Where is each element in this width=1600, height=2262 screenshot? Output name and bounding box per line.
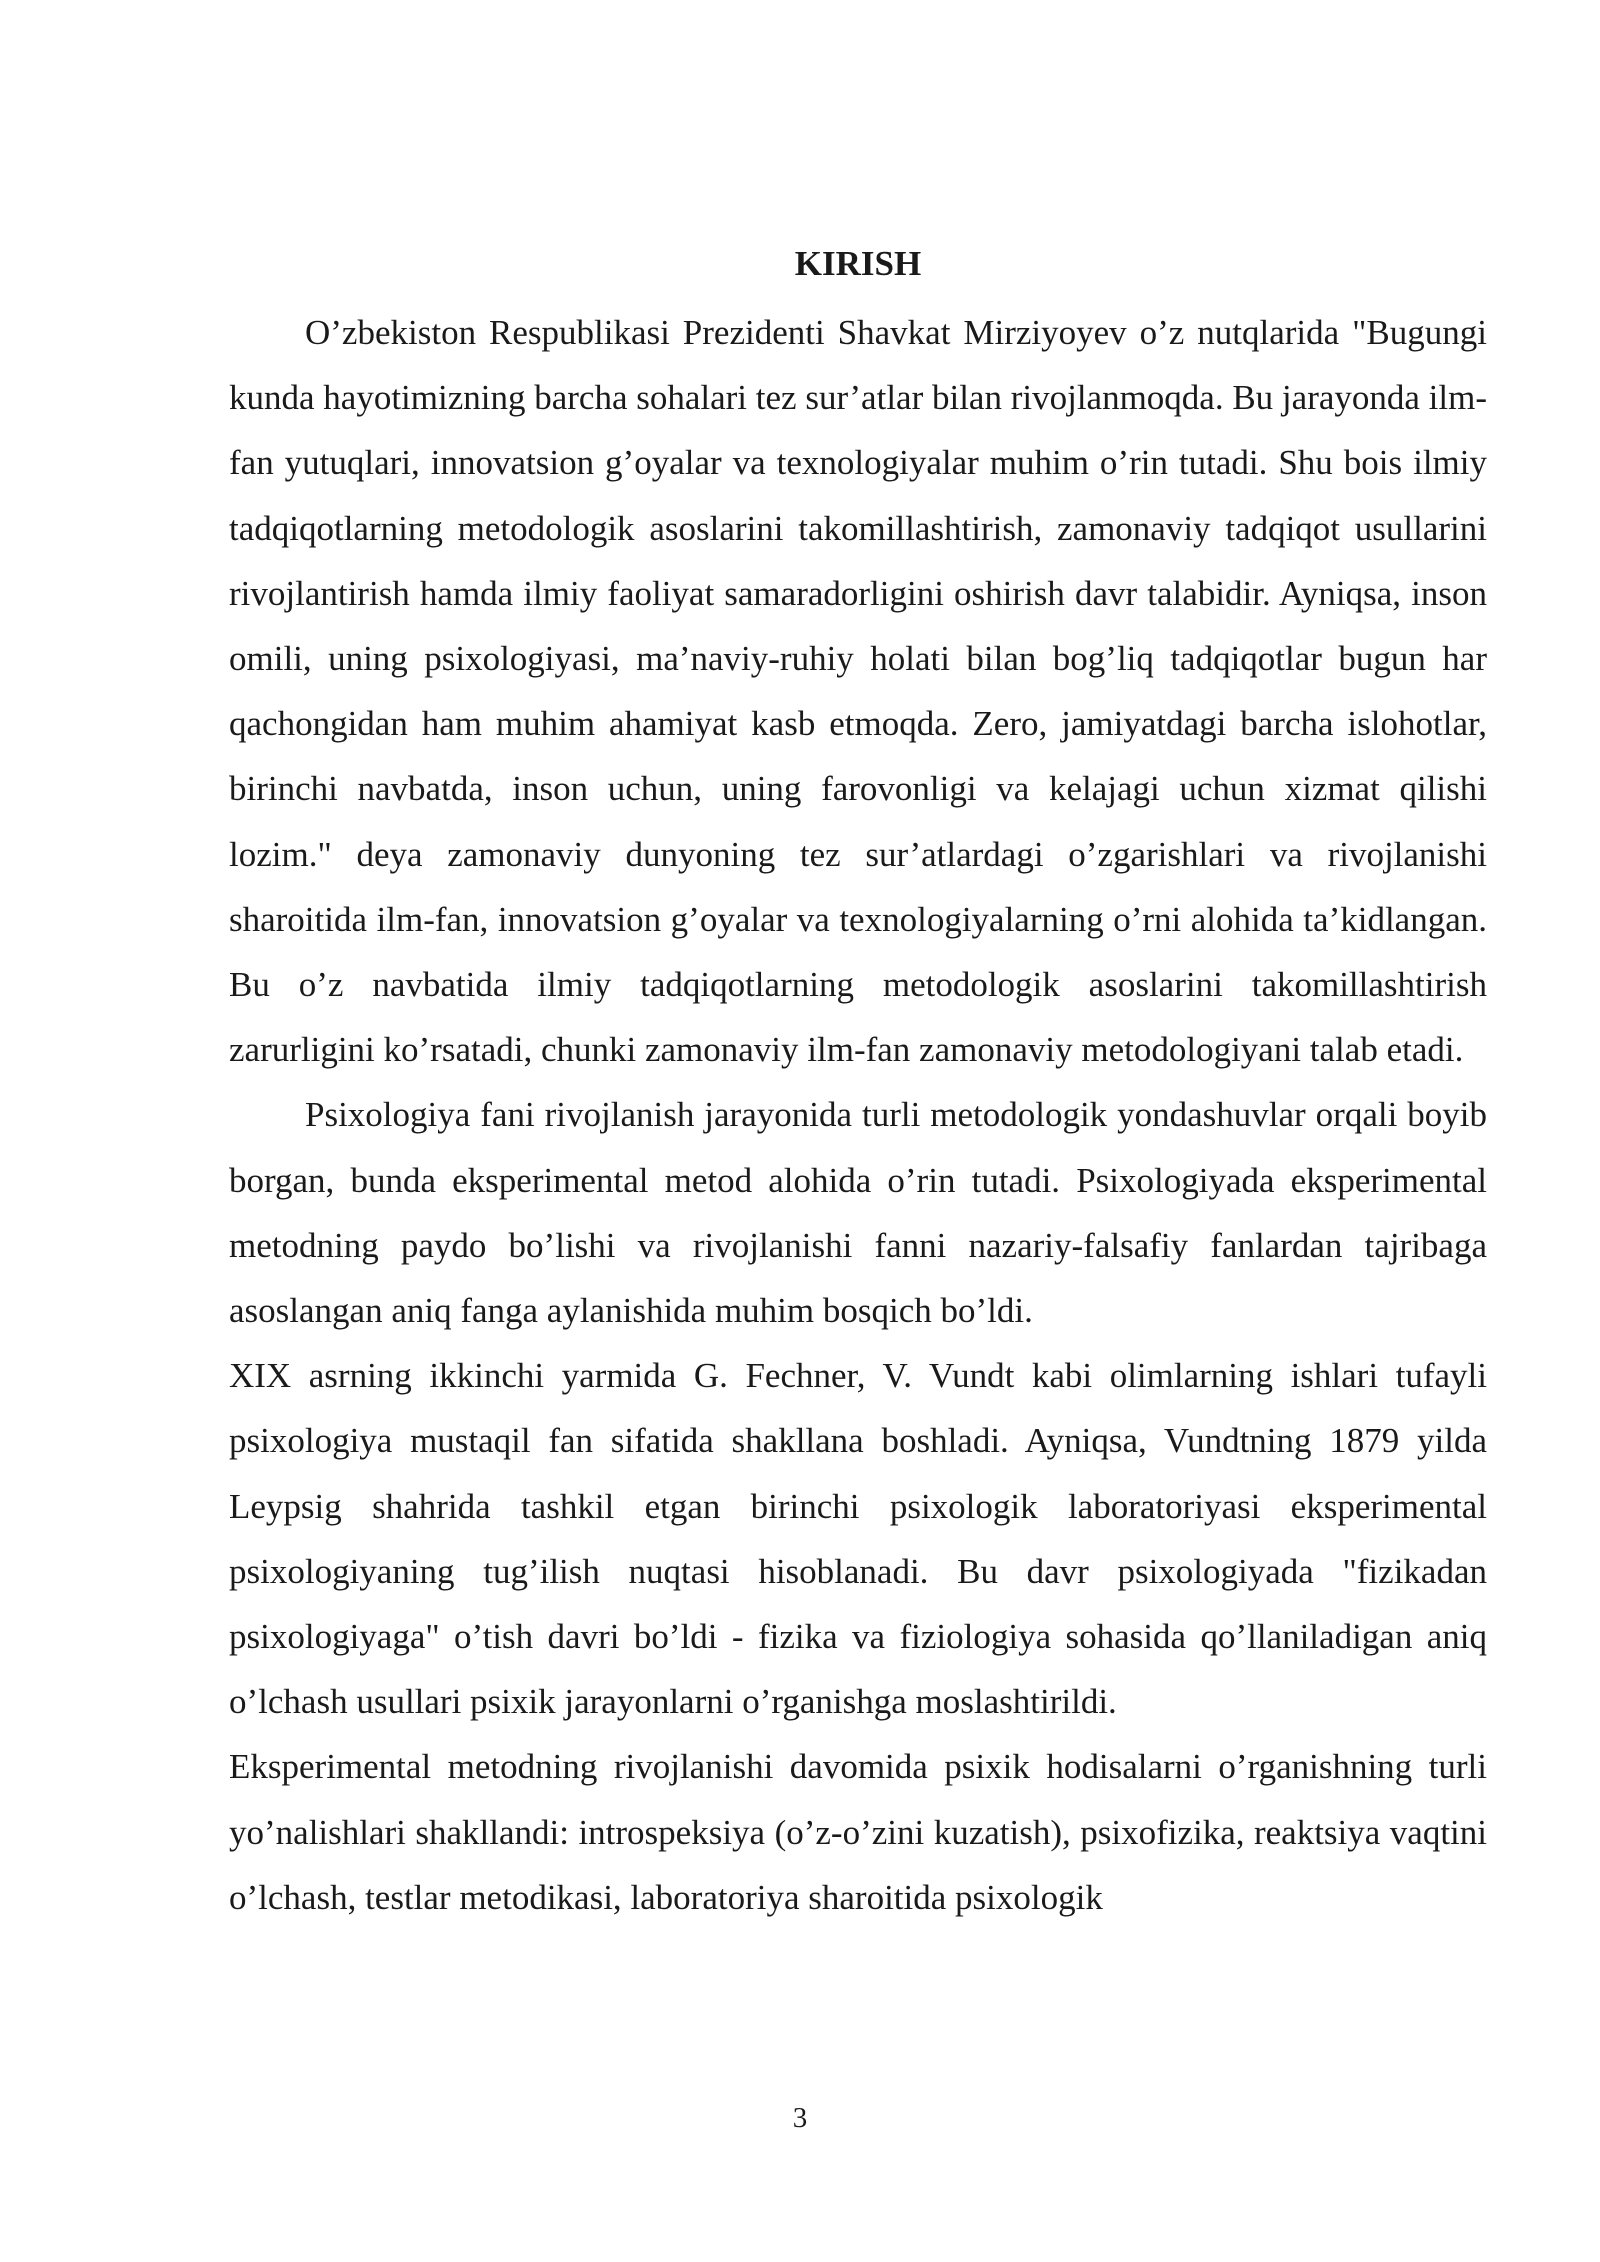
paragraph-4: Eksperimental metodning rivojlanishi davomida psixik hodisalarni o’rganishning turli yo’nalishlari shakllandi: introspeksiya (o’z-o’zini kuzatish), psixofizika, reaktsiya vaqtini o’lchash, testlar metodikasi, laboratoriya sharoitida psixologik	[229, 1747, 1487, 1917]
paragraph-1: O’zbekiston Respublikasi Prezidenti Shavkat Mirziyoyev o’z nutqlarida "Bugungi kunda hayotimizning barcha sohalari tez sur’atlar bilan rivojlanmoqda. Bu jarayonda ilm-fan yutuqlari, innovatsion g’oyalar va texnologiyalar muhim o’rin tutadi. Shu bois ilmiy tadqiqotlarning metodologik asoslarini takomillashtirish, zamonaviy tadqiqot usullarini rivojlantirish hamda ilmiy faoliyat samaradorligini oshirish davr talabidir. Ayniqsa, inson omili, uning psixologiyasi, ma’naviy-ruhiy holati bilan bog’liq tadqiqotlar bugun har qachongidan ham muhim ahamiyat kasb etmoqda. Zero, jamiyatdagi barcha islohotlar, birinchi navbatda, inson uchun, uning farovonligi va kelajagi uchun xizmat qilishi lozim." deya zamonaviy dunyoning tez sur’atlardagi o’zgarishlari va rivojlanishi sharoitida ilm-fan, innovatsion g’oyalar va texnologiyalarning o’rni alohida ta’kidlangan. Bu o’z navbatida ilmiy tadqiqotlarning metodologik asoslarini takomillashtirish zarurligini ko’rsatadi, chunki zamonaviy ilm-fan zamonaviy metodologiyani talab etadi.	[229, 313, 1487, 1070]
paragraph-3: XIX asrning ikkinchi yarmida G. Fechner, V. Vundt kabi olimlarning ishlari tufayli psixologiya mustaqil fan sifatida shakllana boshladi. Ayniqsa, Vundtning 1879 yilda Leypsig shahrida tashkil etgan birinchi psixologik laboratoriyasi eksperimental psixologiyaning tug’ilish nuqtasi hisoblanadi. Bu davr psixologiyada "fizikadan psixologiyaga" o’tish davri bo’ldi - fizika va fiziologiya sohasida qo’llaniladigan aniq o’lchash usullari psixik jarayonlarni o’rganishga moslashtirildi.	[229, 1356, 1487, 1722]
section-heading: KIRISH	[794, 244, 922, 283]
page-number: 3	[792, 2102, 808, 2134]
page-content	[229, 236, 1487, 1930]
paragraph-2: Psixologiya fani rivojlanish jarayonida turli metodologik yondashuvlar orqali boyib borgan, bunda eksperimental metod alohida o’rin tutadi. Psixologiyada eksperimental metodning paydo bo’lishi va rivojlanishi fanni nazariy-falsafiy fanlardan tajribaga asoslangan aniq fanga aylanishida muhim bosqich bo’ldi.	[229, 1095, 1487, 1331]
